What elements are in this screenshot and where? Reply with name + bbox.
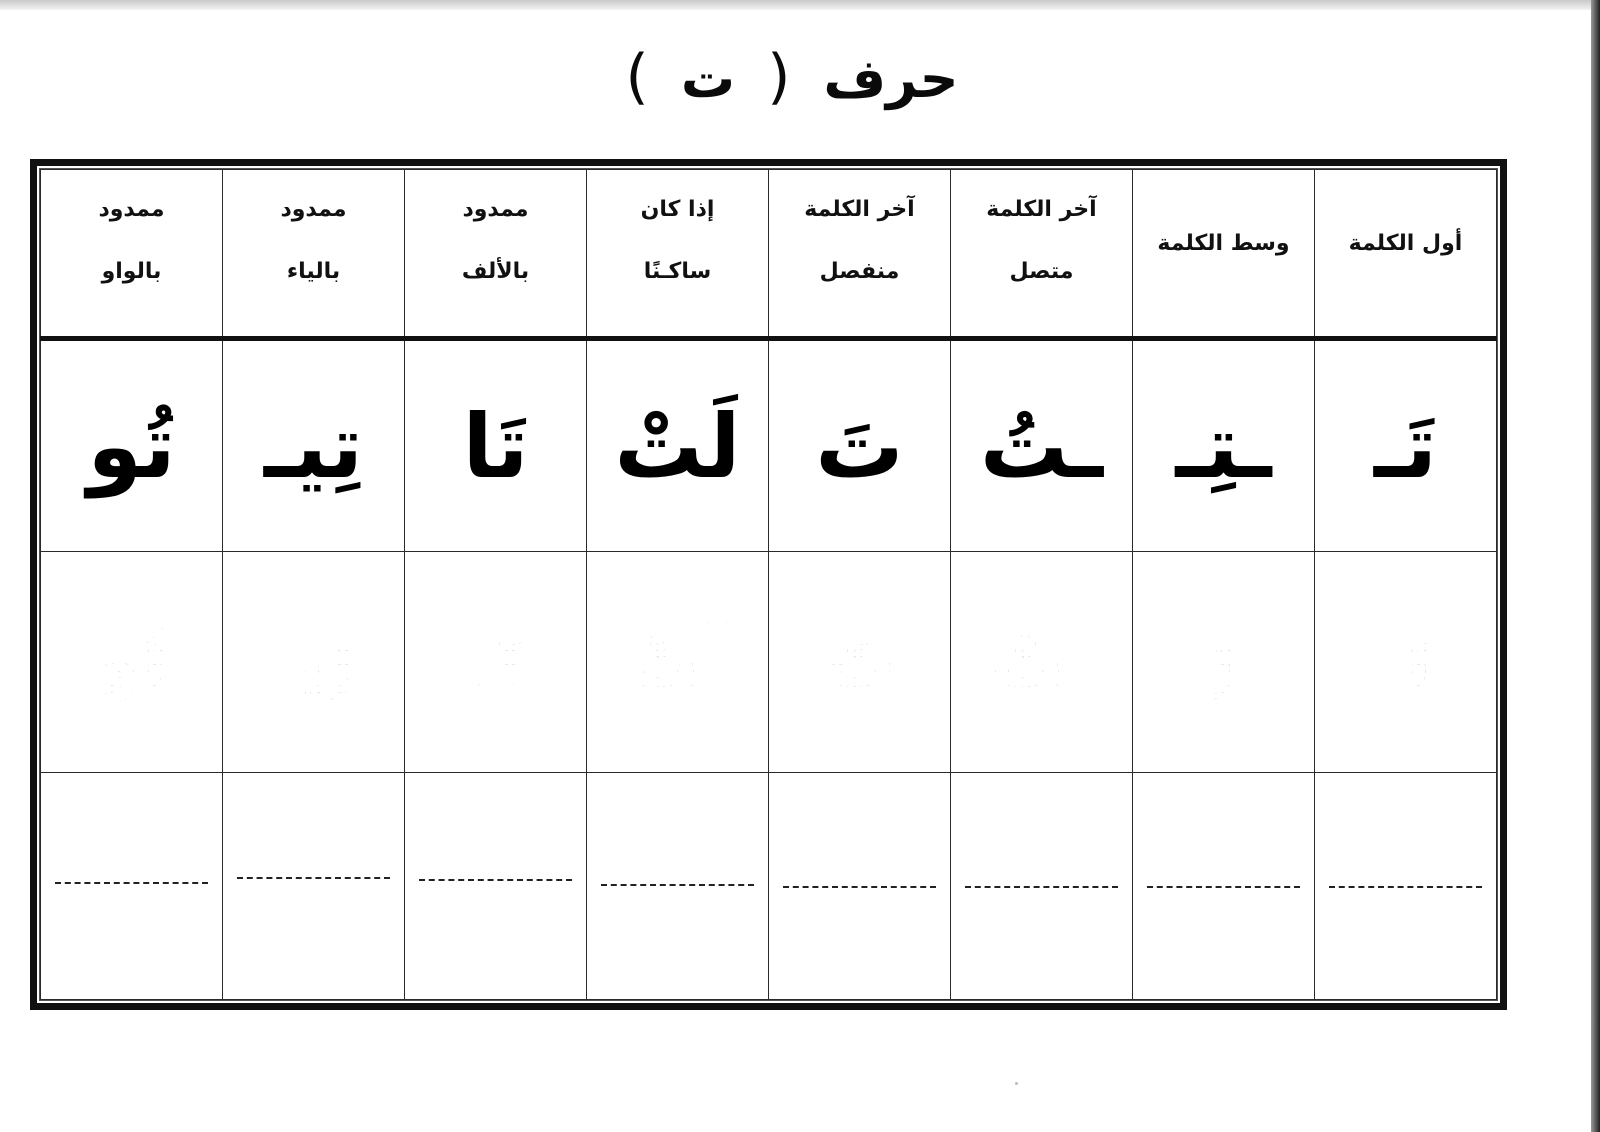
dotted-letter-trace: تِيـ <box>272 619 355 704</box>
scan-top-edge <box>0 0 1600 10</box>
tracing-cell[interactable] <box>769 552 951 773</box>
header-line-1: ممدود <box>462 197 529 223</box>
header-line-1: آخر الكلمة <box>804 197 915 223</box>
header-cell-medial <box>1133 170 1315 339</box>
dotted-letter-trace: تُو <box>95 619 168 704</box>
dashed-guide-line <box>601 884 753 886</box>
practice-cell[interactable] <box>951 773 1133 1000</box>
letter-form-cell <box>405 339 587 552</box>
header-line-1: وسط الكلمة <box>1157 231 1290 257</box>
header-cell-final-connected <box>951 170 1133 339</box>
letter-forms-row <box>41 339 1497 552</box>
tracing-cell[interactable] <box>1315 552 1497 773</box>
worksheet-inner-border <box>39 168 1498 1001</box>
dashed-guide-line <box>783 886 935 888</box>
dotted-letter-trace: تَـ <box>1379 619 1432 704</box>
dashed-guide-line <box>965 886 1117 888</box>
tracing-cell[interactable] <box>223 552 405 773</box>
header-line-2: بالياء <box>286 259 341 285</box>
letter-form-cell <box>587 339 769 552</box>
dotted-letter-trace: ـتُ <box>991 619 1092 704</box>
header-cell-initial <box>1315 170 1497 339</box>
tracing-cell[interactable] <box>1133 552 1315 773</box>
header-cell-madd-alif <box>405 170 587 339</box>
practice-cell[interactable] <box>223 773 405 1000</box>
letter-glyph: تِيـ <box>263 394 364 498</box>
practice-cell[interactable] <box>587 773 769 1000</box>
header-line-2: بالواو <box>101 259 162 285</box>
tracing-cell[interactable] <box>41 552 223 773</box>
letter-glyph: تَا <box>462 394 529 498</box>
dashed-guide-line <box>55 882 207 884</box>
letter-forms-table <box>40 169 1497 1000</box>
dashed-guide-line <box>1147 886 1299 888</box>
header-line-1: ممدود <box>98 197 165 223</box>
scan-speck <box>1015 1082 1018 1085</box>
letter-glyph: ـتُ <box>979 394 1104 498</box>
page-title <box>0 42 1570 112</box>
scan-right-edge <box>1591 0 1600 1132</box>
letter-glyph: ـتِـ <box>1175 394 1272 498</box>
practice-cell[interactable] <box>405 773 587 1000</box>
dashed-guide-line <box>1329 886 1481 888</box>
dotted-letter-trace: تَا <box>468 619 523 704</box>
header-line-2: متصل <box>1009 259 1074 285</box>
practice-cell[interactable] <box>1315 773 1497 1000</box>
header-line-2: بالألف <box>461 259 530 285</box>
header-line-1: أول الكلمة <box>1348 231 1463 257</box>
tracing-cell[interactable] <box>405 552 587 773</box>
header-cell-madd-waw <box>41 170 223 339</box>
practice-cell[interactable] <box>769 773 951 1000</box>
letter-glyph: تُو <box>87 394 176 498</box>
dotted-letter-trace: ـتِـ <box>1184 619 1263 704</box>
header-line-1: آخر الكلمة <box>986 197 1097 223</box>
letter-form-cell <box>1315 339 1497 552</box>
dotted-letter-trace: لَتْ <box>625 619 730 704</box>
letter-form-cell <box>223 339 405 552</box>
dashed-guide-line <box>419 879 571 881</box>
header-cell-madd-ya <box>223 170 405 339</box>
letter-form-cell <box>951 339 1133 552</box>
title-letter: ت <box>680 47 736 110</box>
practice-cell[interactable] <box>41 773 223 1000</box>
letter-glyph: تَ <box>815 394 904 498</box>
header-line-2: منفصل <box>819 259 900 285</box>
dashed-guide-line <box>237 877 389 879</box>
title-open-paren: ( <box>767 42 791 112</box>
letter-form-cell <box>1133 339 1315 552</box>
practice-cell[interactable] <box>1133 773 1315 1000</box>
header-cell-final-isolated <box>769 170 951 339</box>
dotted-letter-trace: تَ <box>823 619 896 704</box>
header-row <box>41 170 1497 339</box>
tracing-cell[interactable] <box>587 552 769 773</box>
header-line-2: ساكـنًا <box>643 259 712 285</box>
tracing-cell[interactable] <box>951 552 1133 773</box>
title-close-paren: ) <box>625 42 649 112</box>
letter-glyph: لَتْ <box>614 394 741 498</box>
header-line-1: ممدود <box>280 197 347 223</box>
practice-row <box>41 773 1497 1000</box>
letter-form-cell <box>769 339 951 552</box>
tracing-row <box>41 552 1497 773</box>
letter-glyph: تَـ <box>1373 394 1438 498</box>
header-cell-sakin <box>587 170 769 339</box>
title-word: حرف <box>823 47 959 110</box>
worksheet-frame <box>30 159 1507 1010</box>
letter-form-cell <box>41 339 223 552</box>
header-line-1: إذا كان <box>640 197 715 223</box>
